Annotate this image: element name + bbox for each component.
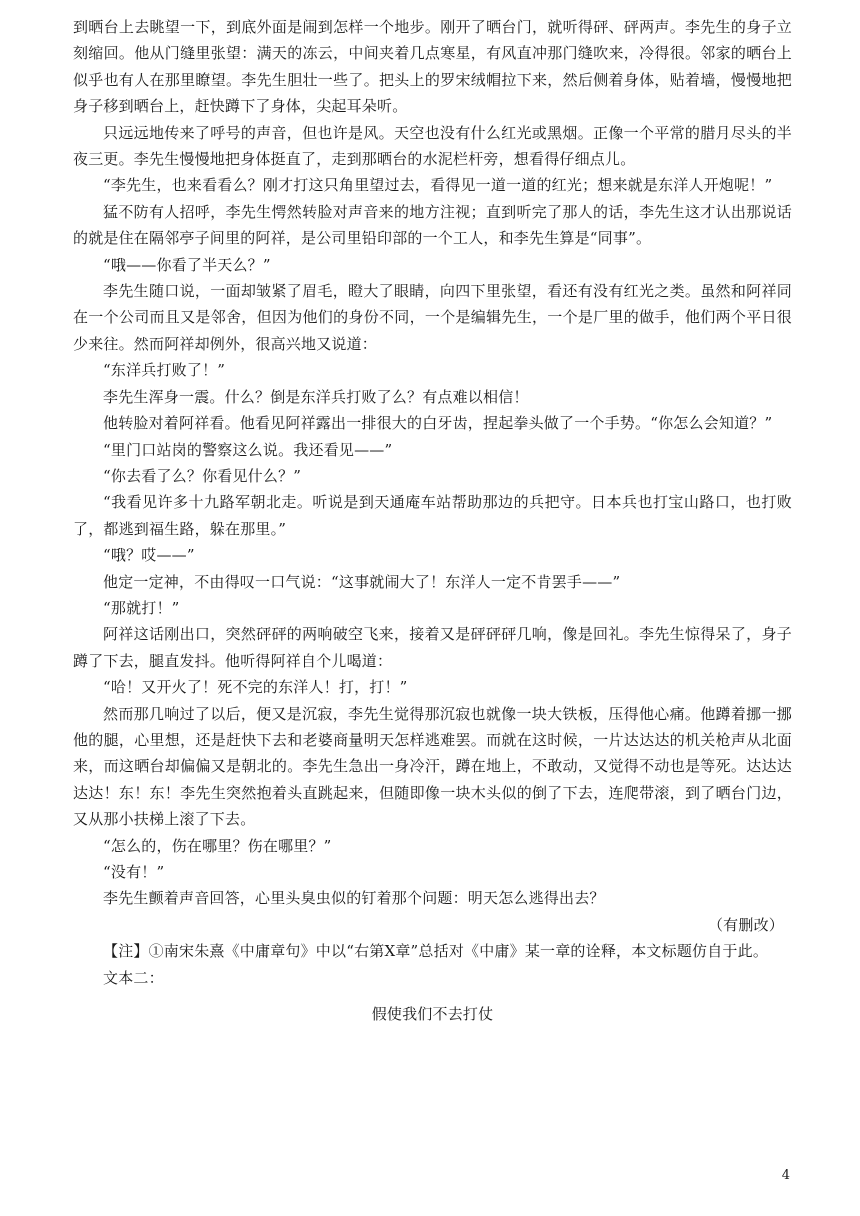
footnote: 【注】①南宋朱熹《中庸章句》中以“右第X章”总括对《中庸》某一章的诠释，本文标题仿自于此。 (103, 942, 769, 961)
article-body (73, 14, 792, 1027)
paragraph-10: “里门口站岗的警察这么说。我还看见——” (103, 440, 393, 459)
paragraph-20: “没有！” (103, 863, 165, 881)
paragraph-21: 李先生颤着声音回答，心里头臭虫似的钉着那个问题：明天怎么逃得出去？ (103, 889, 605, 908)
paragraph-15: “那就打！” (103, 598, 180, 617)
page-number: 4 (781, 1168, 790, 1183)
paragraph-11: “你去看了么？你看见什么？” (103, 466, 302, 485)
paragraph-13: “哦？哎——” (103, 546, 195, 565)
paragraph-7: “东洋兵打败了！” (103, 361, 226, 380)
paragraph-6: 李先生随口说，一面却皱紧了眉毛，瞪大了眼睛，向四下里张望，看还有没有红光之类。虽然和阿祥同在一个公司而且又是邻舍，但因为他们的身份不同，一个是编辑先生，一个是厂里的做手，他们两个平日很少来往。然而阿祥却例外，很高兴地又说道： (73, 282, 792, 353)
paragraph-16: 阿祥这话刚出口，突然砰砰的两响破空飞来，接着又是砰砰砰几响，像是回礼。李先生惊得呆了，身子蹲了下去，腿直发抖。他听得阿祥自个儿喝道： (73, 625, 792, 670)
paragraph-18: 然而那几响过了以后，便又是沉寂，李先生觉得那沉寂也就像一块大铁板，压得他心痛。他蹲着挪一挪他的腿，心里想，还是赶快下去和老婆商量明天怎样逃难罢。而就在这时候，一片达达达的机关枪声从北面来，而这晒台却偏偏又是朝北的。李先生急出一身冷汗，蹲在地上，不敢动，又觉得不动也是等死。达达达达达！东！东！李先生突然抱着头直跳起来，但随即像一块木头似的倒了下去，连爬带滚，到了晒台门边，又从那小扶梯上滚了下去。 (73, 704, 792, 829)
paragraph-9: 他转脸对着阿祥看。他看见阿祥露出一排很大的白牙齿，捏起拳头做了一个手势。“你怎么会知道？” (103, 414, 773, 433)
text-two-label: 文本二： (103, 968, 164, 987)
paragraph-17: “哈！又开火了！死不完的东洋人！打，打！” (103, 678, 408, 697)
paragraph-12: “我看见许多十九路军朝北走。听说是到天通庵车站帮助那边的兵把守。日本兵也打宝山路口，也打败了，都逃到福生路，躲在那里。” (73, 493, 792, 538)
revision-note: （有删改） (707, 915, 784, 934)
paragraph-5: “哦——你看了半天么？” (103, 255, 271, 274)
paragraph-8: 李先生浑身一震。什么？倒是东洋兵打败了么？有点难以相信！ (103, 387, 529, 406)
text-two-title: 假使我们不去打仗 (371, 1005, 494, 1024)
paragraph-19: “怎么的，伤在哪里？伤在哪里？” (103, 836, 332, 855)
paragraph-14: 他定一定神，不由得叹一口气说：“这事就闹大了！东洋人一定不肯罢手——” (103, 572, 621, 591)
title-spacer (73, 991, 792, 1001)
paragraph-3: “李先生，也来看看么？刚才打这只角里望过去，看得见一道一道的红光；想来就是东洋人开炮呢！” (103, 176, 773, 195)
paragraph-4: 猛不防有人招呼，李先生愕然转脸对声音来的地方注视；直到听完了那人的话，李先生这才认出那说话的就是住在隔邻亭子间里的阿祥，是公司里铅印部的一个工人，和李先生算是“同事”。 (73, 202, 792, 248)
paragraph-1: 到晒台上去眺望一下，到底外面是闹到怎样一个地步。刚开了晒台门，就听得砰、砰两声。李先生的身子立刻缩回。他从门缝里张望：满天的冻云，中间夹着几点寒星，有风直冲那门缝吹来，冷得很。邻家的晒台上似乎也有人在那里瞭望。李先生胆壮一些了。把头上的罗宋绒帽拉下来，然后侧着身体，贴着墙，慢慢地把身子移到晒台上，赶快蹲下了身体，尖起耳朵听。 (73, 18, 792, 116)
paragraph-2: 只远远地传来了呼号的声音，但也许是风。天空也没有什么红光或黑烟。正像一个平常的腊月尽头的半夜三更。李先生慢慢地把身体挺直了，走到那晒台的水泥栏杆旁，想看得仔细点儿。 (73, 123, 792, 169)
